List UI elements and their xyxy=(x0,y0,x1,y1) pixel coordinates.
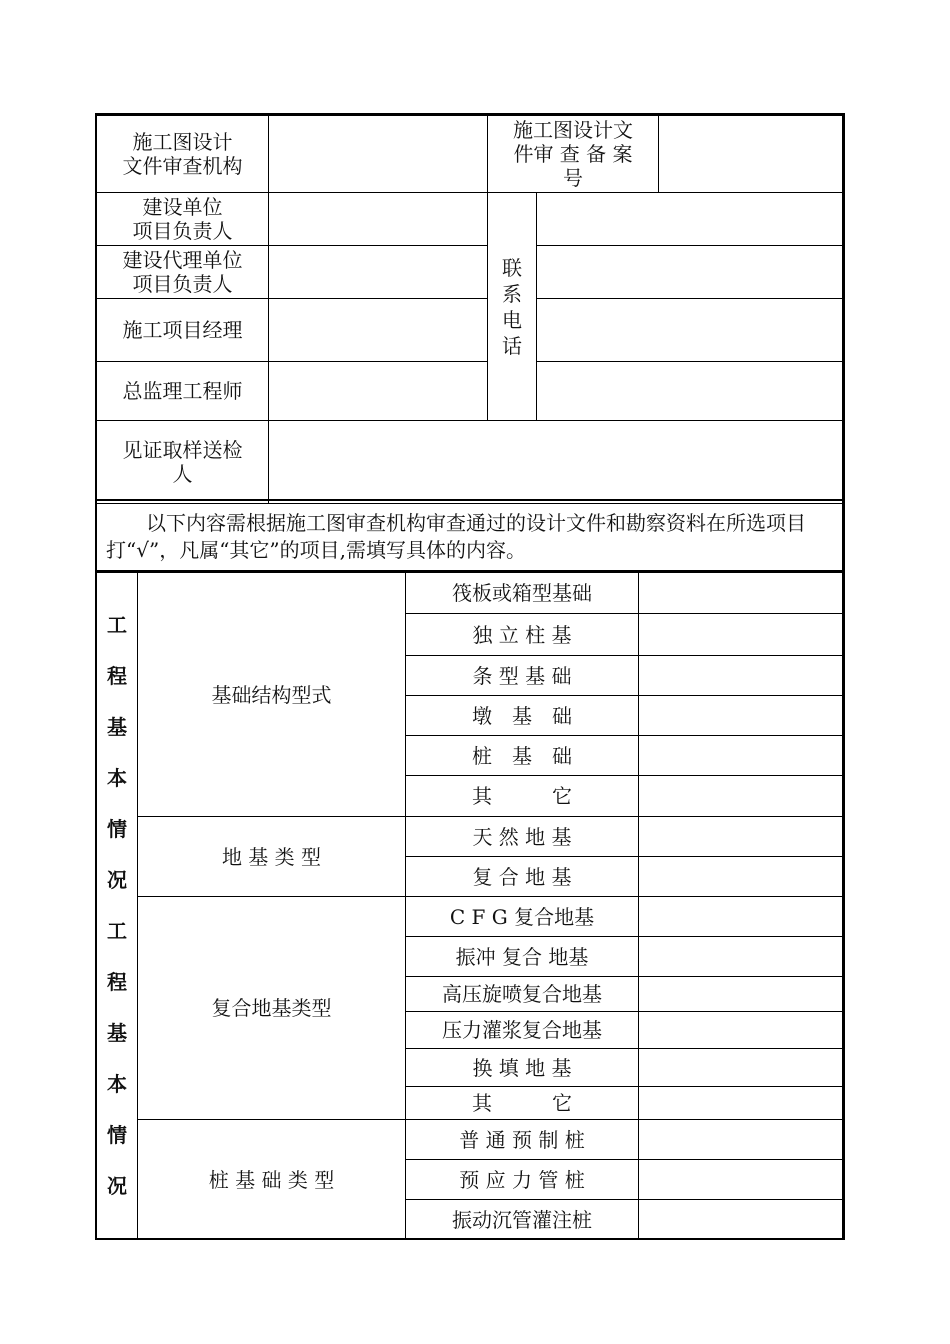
option-check-cell[interactable] xyxy=(639,1160,844,1200)
option-check-cell[interactable] xyxy=(639,736,844,776)
chief-supervisor-label: 总监理工程师 xyxy=(97,362,269,421)
option-check-cell[interactable] xyxy=(639,817,844,857)
option-check-cell[interactable] xyxy=(639,696,844,736)
foundation-info-table xyxy=(96,572,844,1240)
review-agency-field[interactable] xyxy=(269,116,488,193)
option-check-cell[interactable] xyxy=(639,614,844,656)
option-check-cell[interactable] xyxy=(639,1200,844,1240)
group-composite-subgrade: 复合地基类型 xyxy=(138,897,406,1120)
option-check-cell[interactable] xyxy=(639,573,844,614)
option-label: 其 它 xyxy=(406,1087,639,1120)
filing-number-field[interactable] xyxy=(659,116,844,193)
option-label: 振冲 复合 地基 xyxy=(406,937,639,977)
option-check-cell[interactable] xyxy=(639,776,844,817)
option-label: 压力灌浆复合地基 xyxy=(406,1012,639,1049)
option-label: 筏板或箱型基础 xyxy=(406,573,639,614)
option-label: 普 通 预 制 桩 xyxy=(406,1120,639,1160)
review-agency-label: 施工图设计 文件审查机构 xyxy=(97,116,269,193)
option-check-cell[interactable] xyxy=(639,857,844,897)
agent-manager-phone-field[interactable] xyxy=(537,246,844,299)
option-check-cell[interactable] xyxy=(639,897,844,937)
option-label: 预 应 力 管 桩 xyxy=(406,1160,639,1200)
option-check-cell[interactable] xyxy=(639,1120,844,1160)
option-check-cell[interactable] xyxy=(639,656,844,696)
option-check-cell[interactable] xyxy=(639,977,844,1012)
owner-manager-phone-field[interactable] xyxy=(537,193,844,246)
option-check-cell[interactable] xyxy=(639,937,844,977)
option-label: 换 填 地 基 xyxy=(406,1049,639,1087)
option-label: 独 立 柱 基 xyxy=(406,614,639,656)
group-subgrade-type: 地 基 类 型 xyxy=(138,817,406,897)
witness-sampler-field[interactable] xyxy=(269,421,844,504)
filing-number-label: 施工图设计文 件审 查 备 案 号 xyxy=(488,116,659,193)
chief-supervisor-name-field[interactable] xyxy=(269,362,488,421)
option-label: 复 合 地 基 xyxy=(406,857,639,897)
option-check-cell[interactable] xyxy=(639,1087,844,1120)
agent-manager-label: 建设代理单位 项目负责人 xyxy=(97,246,269,299)
phone-label: 联 系 电 话 xyxy=(488,193,537,421)
option-label: 振动沉管灌注桩 xyxy=(406,1200,639,1240)
option-label: 其 它 xyxy=(406,776,639,817)
option-label: C F G 复合地基 xyxy=(406,897,639,937)
responsibility-table xyxy=(96,115,844,504)
project-manager-label: 施工项目经理 xyxy=(97,299,269,362)
option-label: 条 型 基 础 xyxy=(406,656,639,696)
section-title-vertical: 工 程 基 本 情 况 工 程 基 本 情 况 xyxy=(97,573,138,1240)
option-label: 高压旋喷复合地基 xyxy=(406,977,639,1012)
option-check-cell[interactable] xyxy=(639,1049,844,1087)
option-label: 墩 基 础 xyxy=(406,696,639,736)
agent-manager-name-field[interactable] xyxy=(269,246,488,299)
option-check-cell[interactable] xyxy=(639,1012,844,1049)
owner-manager-label: 建设单位 项目负责人 xyxy=(97,193,269,246)
owner-manager-name-field[interactable] xyxy=(269,193,488,246)
group-pile-foundation: 桩 基 础 类 型 xyxy=(138,1120,406,1240)
witness-sampler-label: 见证取样送检 人 xyxy=(97,421,269,504)
project-manager-phone-field[interactable] xyxy=(537,299,844,362)
option-label: 天 然 地 基 xyxy=(406,817,639,857)
option-label: 桩 基 础 xyxy=(406,736,639,776)
instruction-notice: 以下内容需根据施工图审查机构审查通过的设计文件和勘察资料在所选项目打“√”，凡属“其它”的项目,需填写具体的内容。 xyxy=(96,499,843,572)
group-foundation-structure: 基础结构型式 xyxy=(138,573,406,817)
chief-supervisor-phone-field[interactable] xyxy=(537,362,844,421)
project-manager-name-field[interactable] xyxy=(269,299,488,362)
